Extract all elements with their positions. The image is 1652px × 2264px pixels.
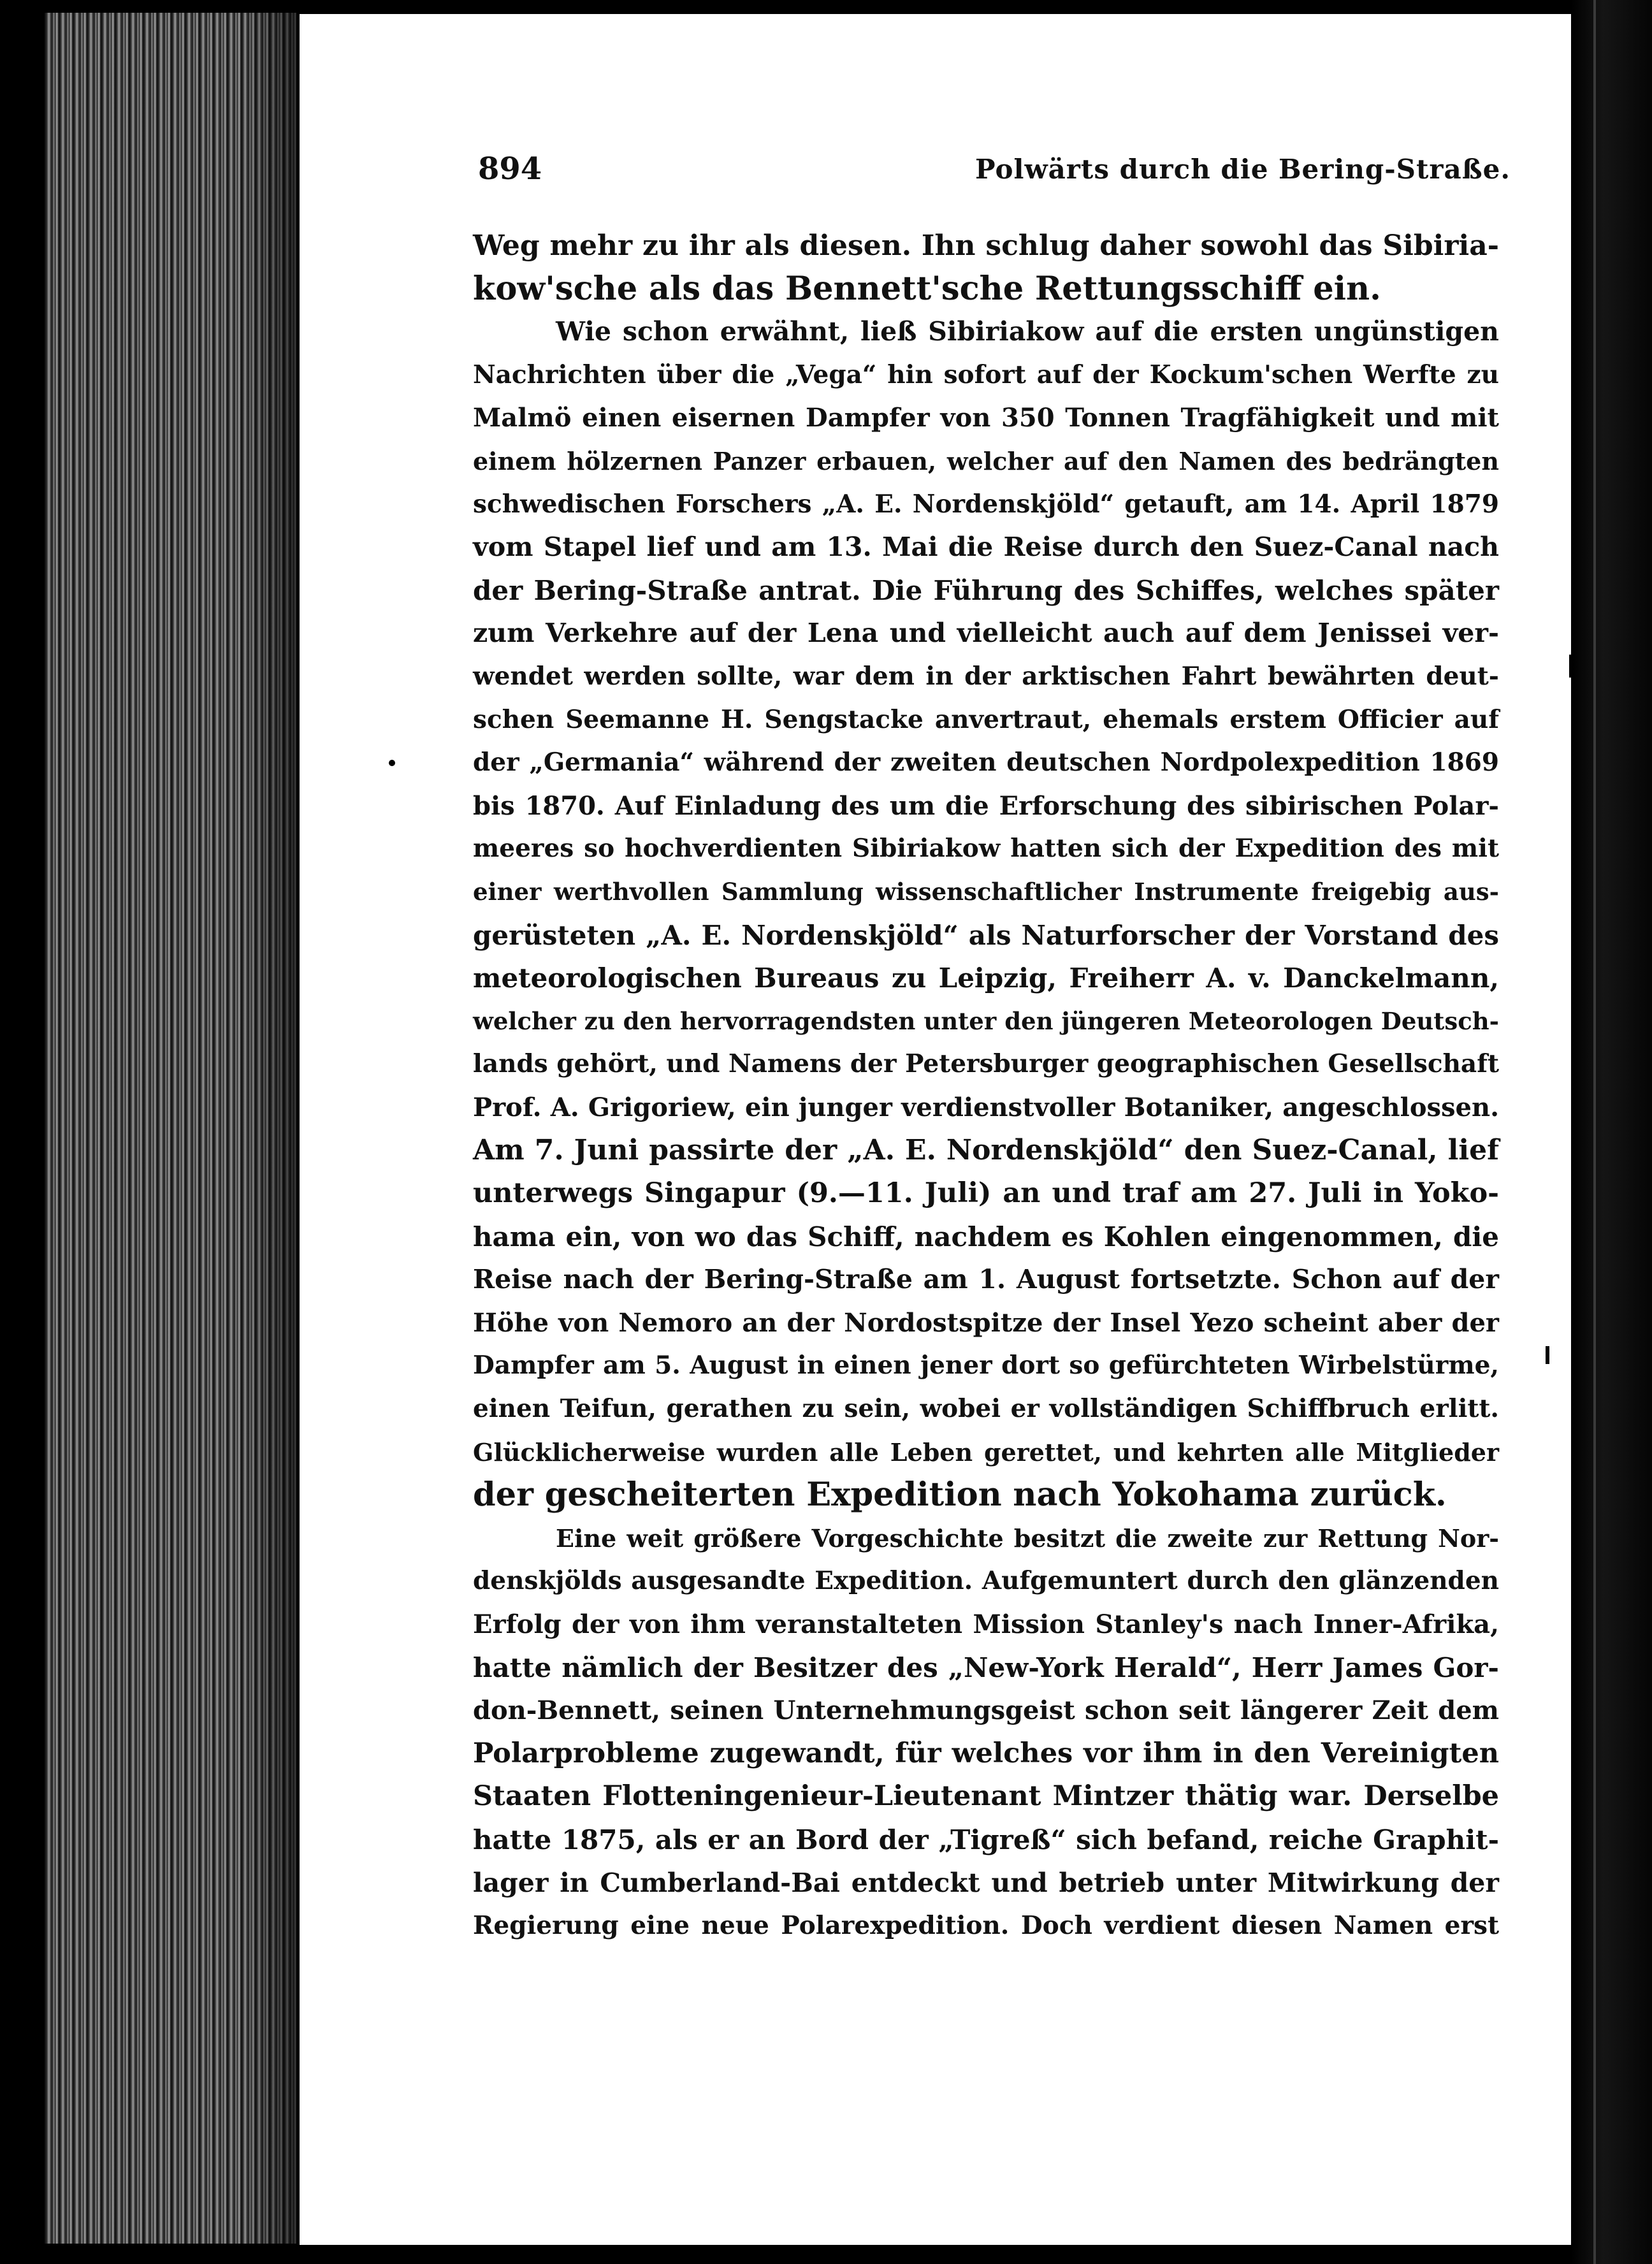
printed-page [300, 14, 1571, 2245]
text-line: Glücklicherweise wurden alle Leben gerettet, und kehrten alle Mitglieder [473, 1437, 1499, 1467]
text-line: schwedischen Forschers „A. E. Nordenskjöld“ getauft, am 14. April 1879 [473, 489, 1499, 519]
text-line: Polarprobleme zugewandt, für welches vor ihm in den Vereinigten [473, 1737, 1499, 1769]
text-line: Höhe von Nemoro an der Nordostspitze der Insel Yezo scheint aber der [473, 1307, 1499, 1338]
text-line: Am 7. Juni passirte der „A. E. Nordenskjöld“ den Suez-Canal, lief [473, 1134, 1499, 1167]
text-line: hama ein, von wo das Schiff, nachdem es Kohlen eingenommen, die [473, 1221, 1499, 1252]
text-line: vom Stapel lief und am 13. Mai die Reise durch den Suez-Canal nach [473, 532, 1499, 563]
right-book-edge [1571, 0, 1652, 2264]
text-line: hatte nämlich der Besitzer des „New-York Herald“, Herr James Gor- [473, 1651, 1499, 1683]
text-line: lager in Cumberland-Bai entdeckt und betrieb unter Mitwirkung der [473, 1867, 1499, 1898]
text-line: bis 1870. Auf Einladung des um die Erforschung des sibirischen Polar- [473, 790, 1499, 821]
text-line: Eine weit größere Vorgeschichte besitzt die zweite zur Rettung Nor- [556, 1523, 1499, 1553]
running-title: Polwärts durch die Bering-Straße. [975, 154, 1511, 185]
text-line: einen Teifun, gerathen zu sein, wobei er vollständigen Schiffbruch erlitt. [473, 1394, 1499, 1424]
body-text [473, 224, 1499, 1948]
text-line: unterwegs Singapur (9.—11. Juli) an und traf am 27. Juli in Yoko- [473, 1177, 1499, 1210]
text-line: Wie schon erwähnt, ließ Sibiriakow auf die ersten ungünstigen [556, 316, 1499, 347]
text-line: kow'sche als das Bennett'sche Rettungsschiff ein. [473, 269, 1381, 308]
text-line: der gescheiterten Expedition nach Yokohama zurück. [473, 1476, 1447, 1514]
text-line: denskjölds ausgesandte Expedition. Aufgemuntert durch den glänzenden [473, 1566, 1499, 1596]
text-line: lands gehört, und Namens der Petersburger geographischen Gesellschaft [473, 1049, 1499, 1079]
text-line: Prof. A. Grigoriew, ein junger verdienstvoller Botaniker, angeschlossen. [473, 1092, 1499, 1122]
text-line: hatte 1875, als er an Bord der „Tigreß“ sich befand, reiche Graphit- [473, 1824, 1499, 1855]
text-line: zum Verkehre auf der Lena und vielleicht auch auf dem Jenissei ver- [473, 618, 1499, 649]
text-line: Malmö einen eisernen Dampfer von 350 Tonnen Tragfähigkeit und mit [473, 403, 1499, 433]
text-line: meteorologischen Bureaus zu Leipzig, Freiherr A. v. Danckelmann, [473, 962, 1499, 994]
text-line: Regierung eine neue Polarexpedition. Doch verdient diesen Namen erst [473, 1911, 1499, 1941]
text-line: der Bering-Straße antrat. Die Führung des Schiffes, welches später [473, 574, 1499, 606]
text-line: Nachrichten über die „Vega“ hin sofort auf der Kockum'schen Werfte zu [473, 359, 1499, 389]
right-edge-line [1593, 0, 1596, 2264]
text-line: Dampfer am 5. August in einen jener dort so gefürchteten Wirbelstürme, [473, 1351, 1499, 1381]
text-line: schen Seemanne H. Sengstacke anvertraut, ehemals erstem Officier auf [473, 704, 1499, 734]
text-line: der „Germania“ während der zweiten deutschen Nordpolexpedition 1869 [473, 748, 1499, 778]
text-line: einer werthvollen Sammlung wissenschaftlicher Instrumente freigebig aus- [473, 877, 1499, 906]
text-line: welcher zu den hervorragendsten unter den jüngeren Meteorologen Deutsch- [473, 1006, 1499, 1035]
text-line: Reise nach der Bering-Straße am 1. August fortsetzte. Schon auf der [473, 1264, 1499, 1295]
page-number: 894 [478, 151, 542, 187]
text-line: Staaten Flotteningenieur-Lieutenant Mintzer thätig war. Derselbe [473, 1780, 1499, 1813]
text-line: einem hölzernen Panzer erbauen, welcher auf den Namen des bedrängten [473, 446, 1499, 475]
text-line: wendet werden sollte, war dem in der arktischen Fahrt bewährten deut- [473, 661, 1499, 691]
text-line: don-Bennett, seinen Unternehmungsgeist schon seit längerer Zeit dem [473, 1695, 1499, 1726]
scan-speck [1569, 655, 1572, 678]
scan-speck [389, 760, 395, 766]
text-line: gerüsteten „A. E. Nordenskjöld“ als Naturforscher der Vorstand des [473, 919, 1499, 951]
text-line: Erfolg der von ihm veranstalteten Mission Stanley's nach Inner-Afrika, [473, 1609, 1499, 1639]
text-line: meeres so hochverdienten Sibiriakow hatten sich der Expedition des mit [473, 834, 1499, 864]
scan-speck [1546, 1346, 1549, 1364]
page-header [478, 151, 1511, 196]
text-line: Weg mehr zu ihr als diesen. Ihn schlug daher sowohl das Sibiria- [473, 229, 1499, 262]
